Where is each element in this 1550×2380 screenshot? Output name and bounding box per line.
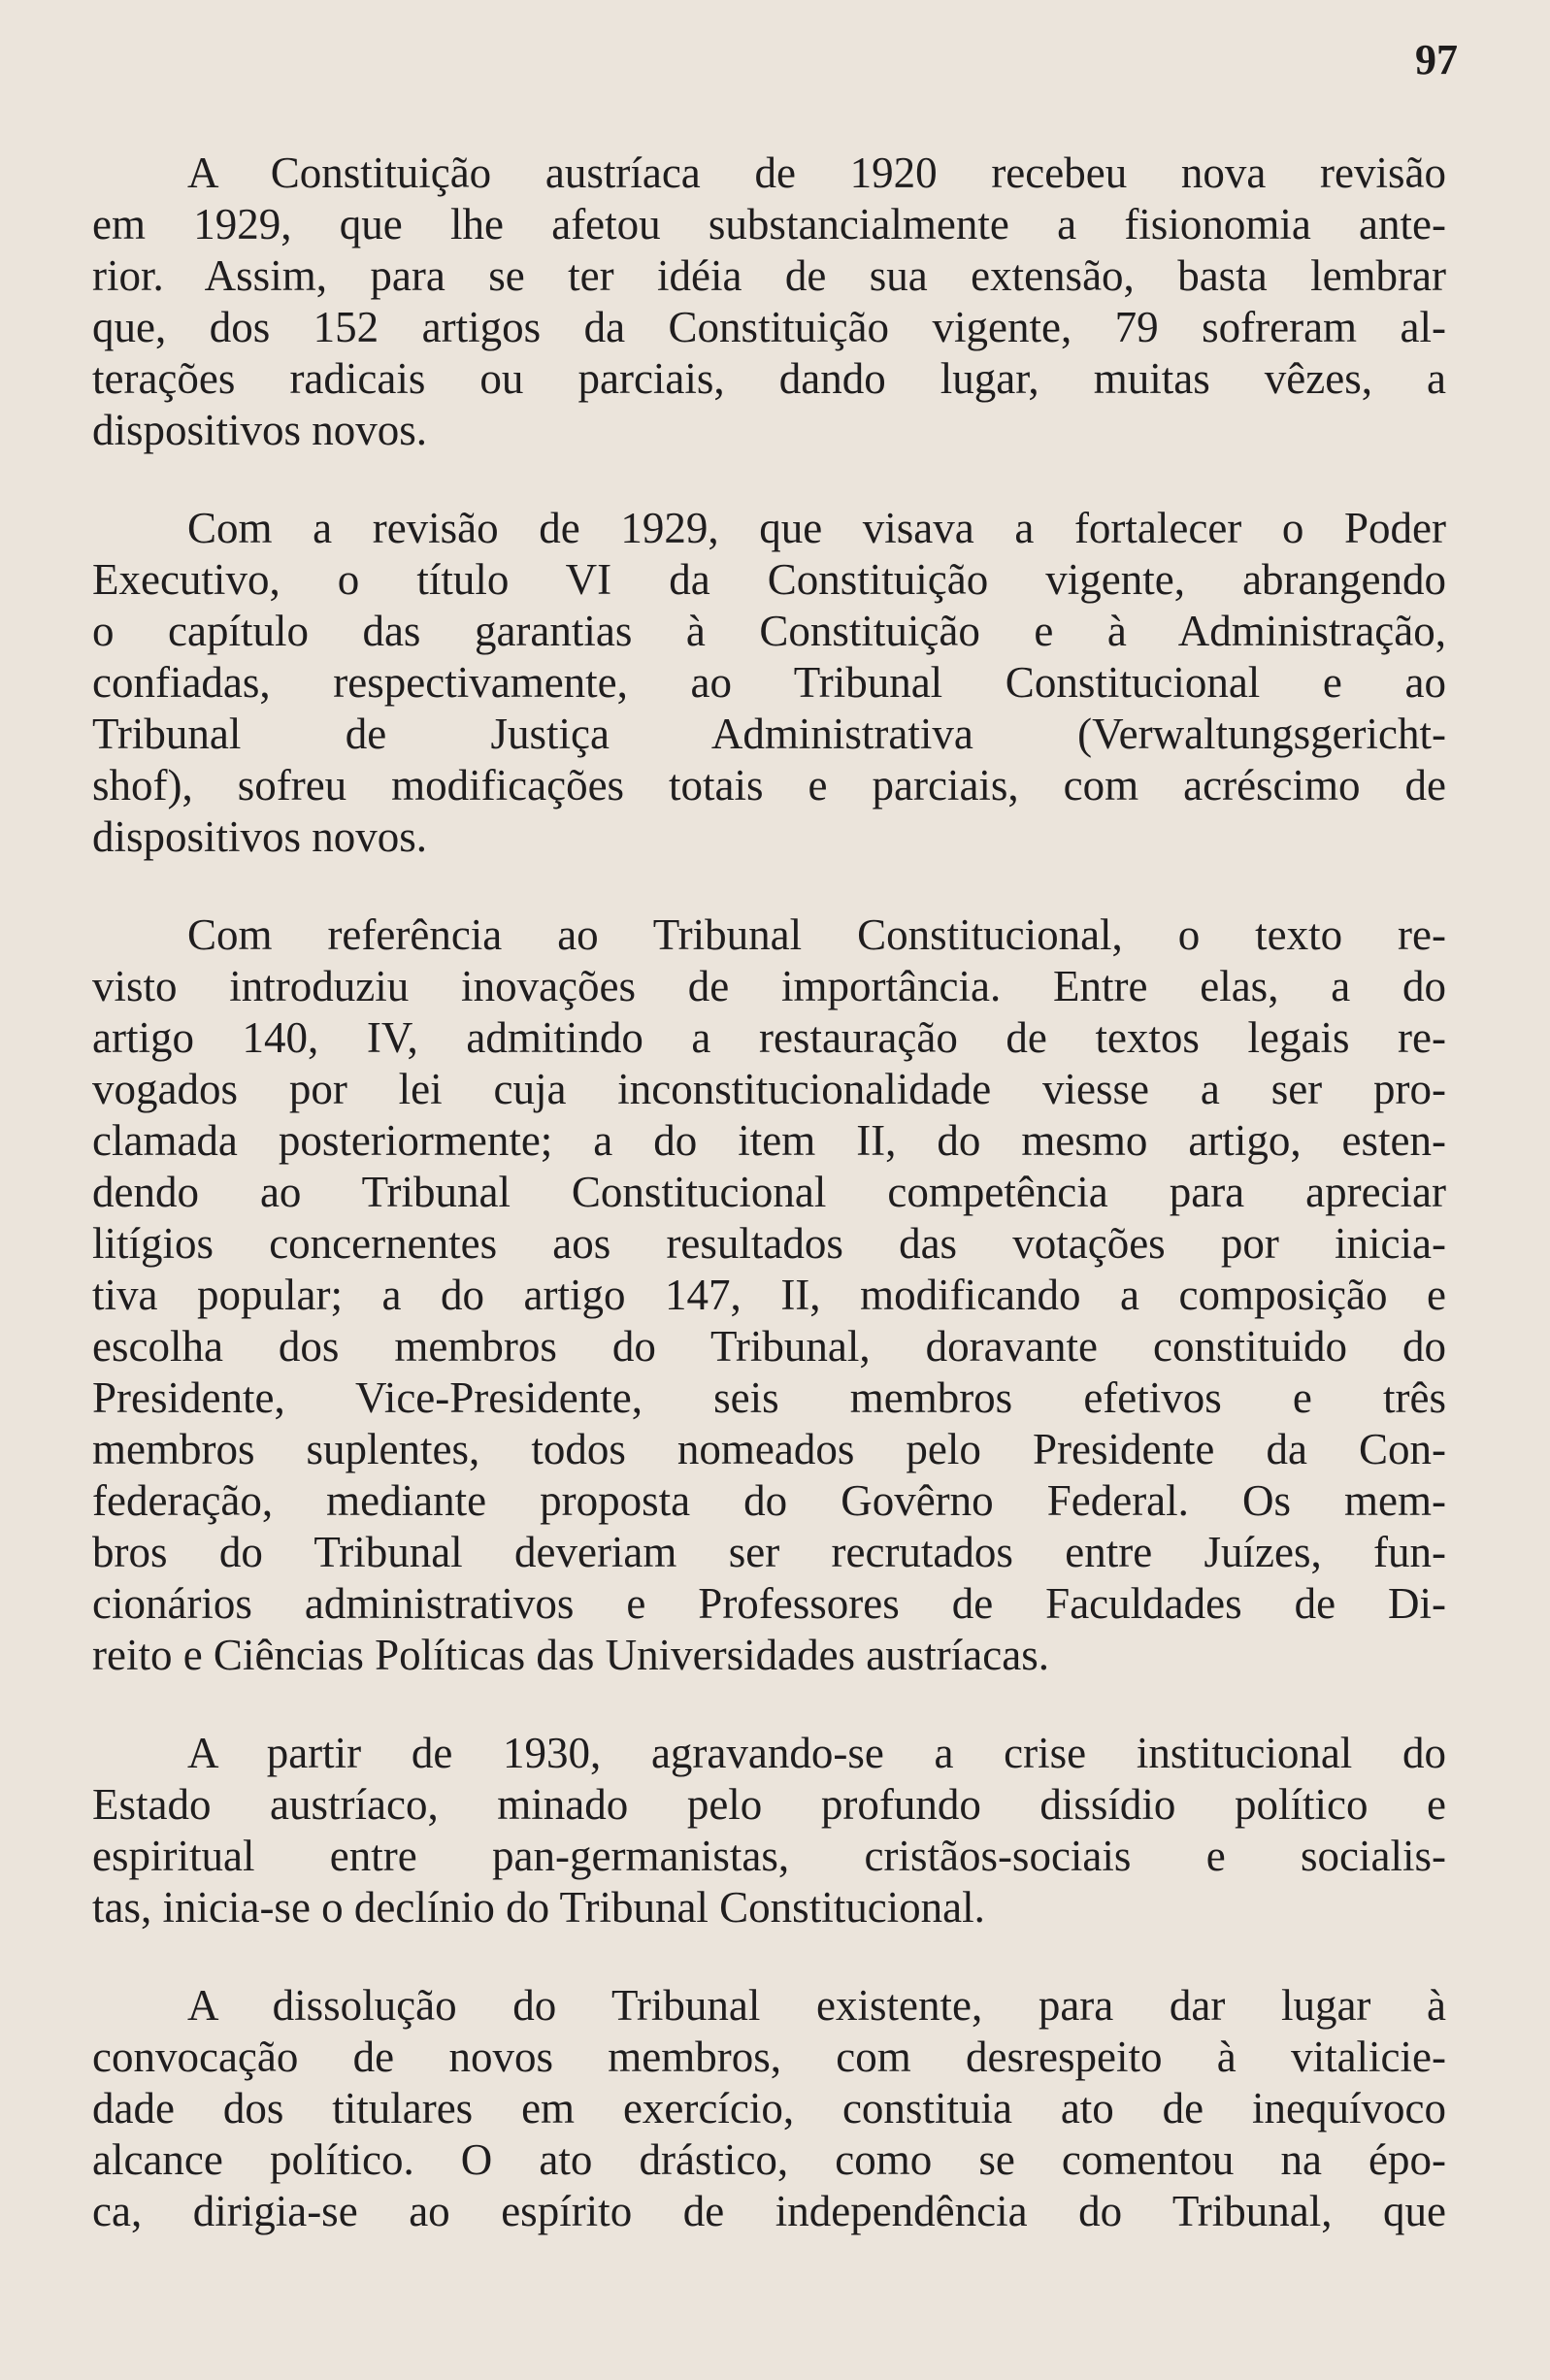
text-line: alcance político. O ato drástico, como se comentou na épo- bbox=[92, 2135, 1446, 2184]
paragraph bbox=[92, 503, 1446, 863]
paragraph bbox=[92, 148, 1446, 456]
text-line: Com a revisão de 1929, que visava a fortalecer o Poder bbox=[187, 504, 1446, 552]
text-line: convocação de novos membros, com desrespeito à vitalicie- bbox=[92, 2033, 1446, 2081]
text-line: escolha dos membros do Tribunal, doravante constituido do bbox=[92, 1322, 1446, 1371]
text-line: Com referência ao Tribunal Constitucional, o texto re- bbox=[187, 910, 1446, 959]
text-line: o capítulo das garantias à Constituição e à Administração, bbox=[92, 607, 1446, 655]
text-line: terações radicais ou parciais, dando lugar, muitas vêzes, a bbox=[92, 354, 1446, 403]
text-line: A dissolução do Tribunal existente, para dar lugar à bbox=[187, 1981, 1446, 2030]
text-line: dendo ao Tribunal Constitucional competência para apreciar bbox=[92, 1168, 1446, 1216]
text-line: espiritual entre pan-germanistas, cristãos-sociais e socialis- bbox=[92, 1832, 1446, 1880]
text-line: em 1929, que lhe afetou substancialmente a fisionomia ante- bbox=[92, 200, 1446, 248]
text-line: tas, inicia-se o declínio do Tribunal Constitucional. bbox=[92, 1883, 985, 1932]
text-line: A Constituição austríaca de 1920 recebeu nova revisão bbox=[187, 149, 1446, 197]
text-line: Estado austríaco, minado pelo profundo dissídio político e bbox=[92, 1780, 1446, 1829]
text-line: bros do Tribunal deveriam ser recrutados entre Juízes, fun- bbox=[92, 1528, 1446, 1576]
text-line: vogados por lei cuja inconstitucionalidade viesse a ser pro- bbox=[92, 1065, 1446, 1113]
text-line: Tribunal de Justiça Administrativa (Verwaltungsgericht- bbox=[92, 710, 1446, 758]
text-line: ca, dirigia-se ao espírito de independência do Tribunal, que bbox=[92, 2187, 1446, 2235]
text-line: Presidente, Vice-Presidente, seis membros efetivos e três bbox=[92, 1373, 1446, 1422]
text-line: reito e Ciências Políticas das Universidades austríacas. bbox=[92, 1631, 1049, 1679]
paragraph bbox=[92, 909, 1446, 1681]
text-line: cionários administrativos e Professores de Faculdades de Di- bbox=[92, 1579, 1446, 1628]
text-line: dispositivos novos. bbox=[92, 406, 428, 454]
text-line: tiva popular; a do artigo 147, II, modificando a composição e bbox=[92, 1271, 1446, 1319]
text-line: A partir de 1930, agravando-se a crise institucional do bbox=[187, 1729, 1446, 1777]
text-line: shof), sofreu modificações totais e parciais, com acréscimo de bbox=[92, 761, 1446, 810]
text-line: dispositivos novos. bbox=[92, 812, 428, 861]
paragraph bbox=[92, 1728, 1446, 1934]
paragraph bbox=[92, 1980, 1446, 2237]
text-line: dade dos titulares em exercício, constituia ato de inequívoco bbox=[92, 2084, 1446, 2132]
text-line: clamada posteriormente; a do item II, do mesmo artigo, esten- bbox=[92, 1116, 1446, 1165]
page-number: 97 bbox=[1415, 36, 1458, 83]
text-line: que, dos 152 artigos da Constituição vigente, 79 sofreram al- bbox=[92, 303, 1446, 351]
text-line: litígios concernentes aos resultados das votações por inicia- bbox=[92, 1219, 1446, 1268]
text-line: visto introduziu inovações de importância. Entre elas, a do bbox=[92, 962, 1446, 1010]
text-line: federação, mediante proposta do Govêrno Federal. Os mem- bbox=[92, 1476, 1446, 1525]
text-line: artigo 140, IV, admitindo a restauração de textos legais re- bbox=[92, 1013, 1446, 1062]
text-line: confiadas, respectivamente, ao Tribunal Constitucional e ao bbox=[92, 658, 1446, 707]
text-line: Executivo, o título VI da Constituição vigente, abrangendo bbox=[92, 555, 1446, 604]
body-text bbox=[92, 148, 1446, 2284]
text-line: rior. Assim, para se ter idéia de sua extensão, basta lembrar bbox=[92, 251, 1446, 300]
text-line: membros suplentes, todos nomeados pelo Presidente da Con- bbox=[92, 1425, 1446, 1473]
